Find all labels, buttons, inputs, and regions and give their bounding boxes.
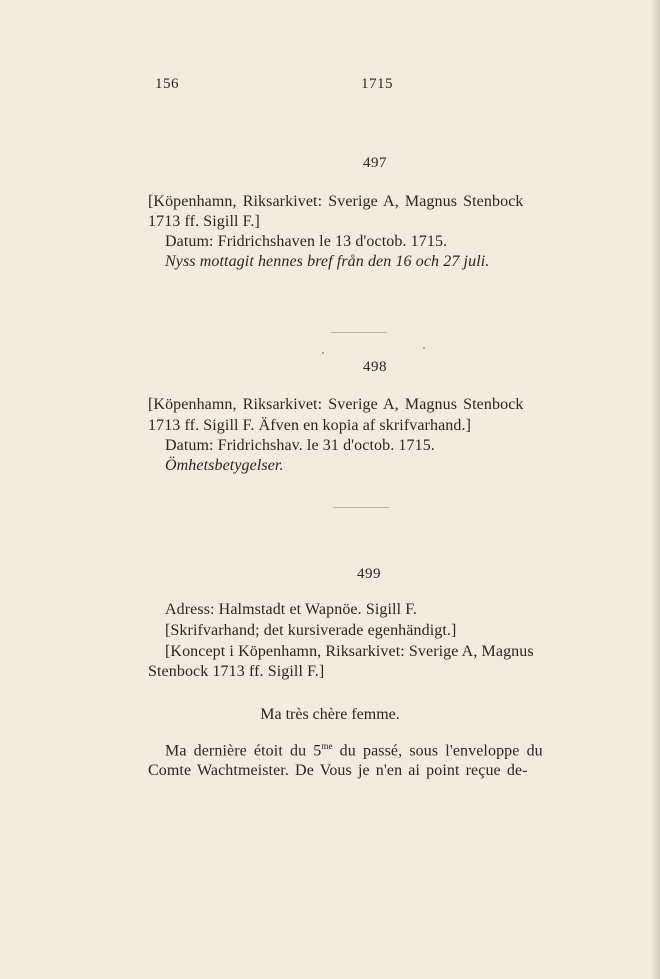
letter-number-499: 499: [357, 566, 381, 582]
source-line: [Köpenhamn, Riksarkivet: Sverige A, Magnus Stenbock: [148, 396, 524, 413]
source-line: [Koncept i Köpenhamn, Riksarkivet: Sverige A, Magnus: [165, 643, 534, 660]
source-line: [Köpenhamn, Riksarkivet: Sverige A, Magnus Stenbock: [148, 193, 524, 210]
body-line-1: [165, 741, 543, 760]
scan-speck: [423, 347, 425, 349]
source-line: Stenbock 1713 ff. Sigill F.]: [148, 663, 325, 680]
date-line: Datum: Fridrichshaven le 13 d'octob. 1715.: [165, 233, 448, 250]
scan-speck: [322, 352, 324, 354]
source-line: 1713 ff. Sigill F.]: [148, 213, 260, 230]
letter-number-497: 497: [363, 155, 387, 171]
salutation: Ma très chère femme.: [260, 706, 400, 723]
page-number: 156: [155, 76, 179, 92]
summary-line: Ömhetsbetygelser.: [165, 457, 284, 474]
body-text: du passé, sous l'enveloppe du: [332, 742, 543, 760]
summary-line: Nyss mottagit hennes bref från den 16 och 27 juli.: [165, 253, 490, 270]
date-line: Datum: Fridrichshav. le 31 d'octob. 1715.: [165, 437, 435, 454]
source-line: 1713 ff. Sigill F. Äfven en kopia af skrifvarhand.]: [148, 417, 472, 434]
address-line: Adress: Halmstadt et Wapnöe. Sigill F.: [165, 601, 418, 618]
superscript: me: [321, 741, 333, 751]
letter-number-498: 498: [363, 359, 387, 375]
note-line: [Skrifvarhand; det kursiverade egenhändigt.]: [165, 622, 457, 639]
body-line-2: Comte Wachtmeister. De Vous je n'en ai point reçue de-: [148, 762, 528, 779]
running-head-year: 1715: [361, 76, 393, 92]
section-divider: [331, 332, 387, 333]
page-edge-shadow: [650, 0, 660, 979]
section-divider: [333, 507, 389, 508]
body-text: Ma dernière étoit du 5: [165, 742, 322, 760]
